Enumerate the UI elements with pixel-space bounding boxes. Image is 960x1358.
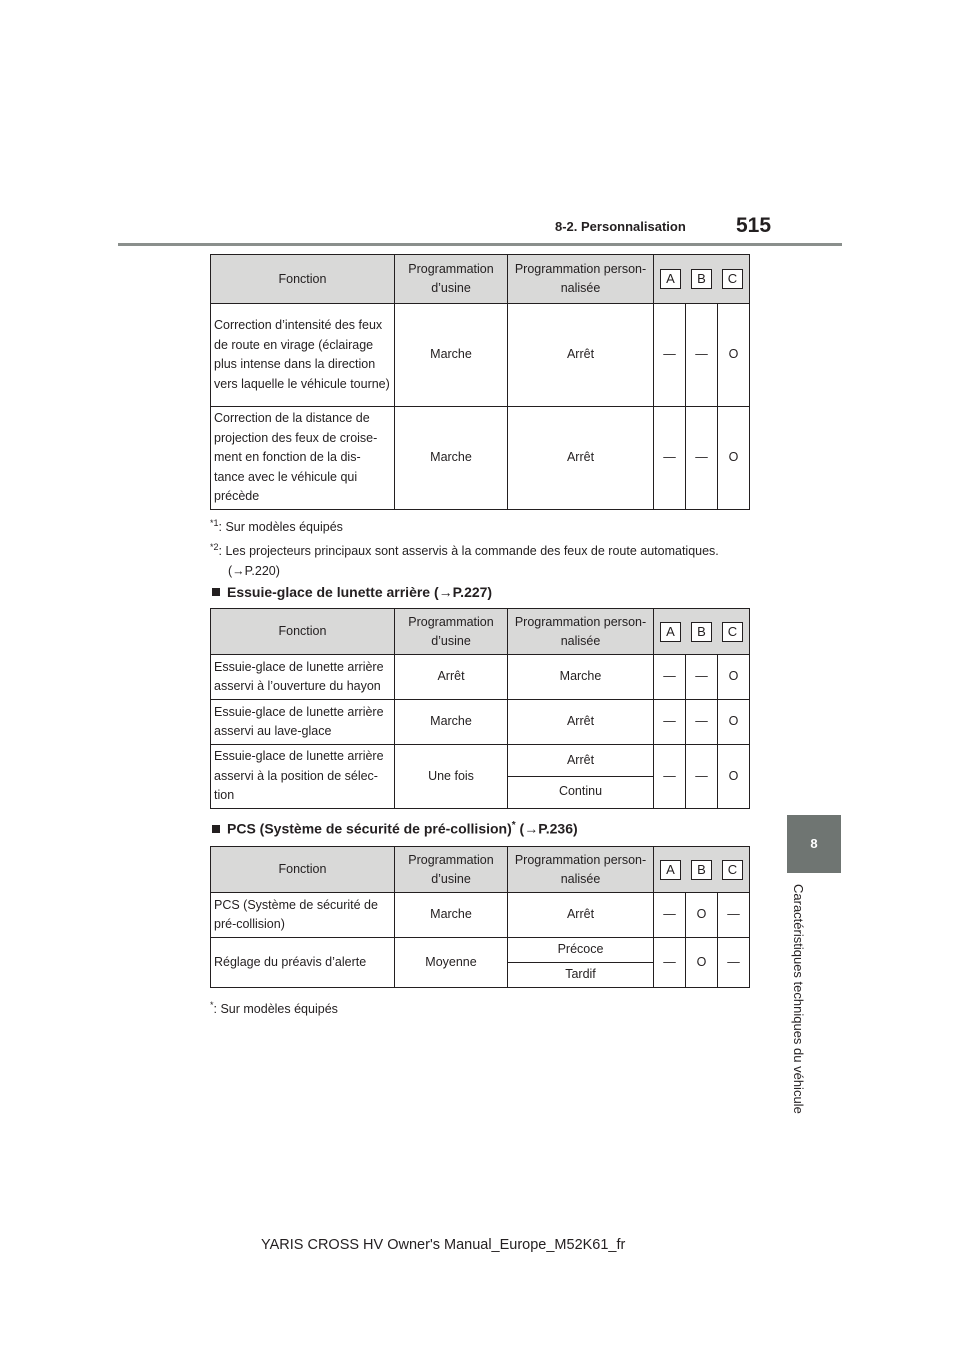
- label-c: C: [722, 860, 743, 880]
- table-row: [211, 655, 750, 700]
- cell-c: O: [718, 655, 750, 700]
- cell-fonction: Correction de la distance de projection des feux de croise-ment en fonction de la dis-tance avec le véhicule qui précède: [211, 407, 395, 510]
- header-fonction: Fonction: [211, 255, 395, 304]
- table-row: [211, 304, 750, 407]
- cell-c: O: [718, 304, 750, 407]
- table-row: [211, 700, 750, 745]
- cell-fonction: Essuie-glace de lunette arrière asservi à l’ouverture du hayon: [211, 655, 395, 700]
- table-header-row: [211, 847, 750, 893]
- cell-fonction: Réglage du préavis d’alerte: [211, 938, 395, 988]
- cell-b: —: [686, 700, 718, 745]
- footnote-2-ref: (→P.220): [228, 564, 280, 579]
- section-rear-wiper-title: Essuie-glace de lunette arrière (→P.227): [227, 584, 493, 600]
- cell-c: —: [718, 893, 750, 938]
- header-divider: [118, 243, 842, 246]
- cell-usine: Marche: [395, 304, 508, 407]
- cell-c: O: [718, 700, 750, 745]
- cell-c: O: [718, 745, 750, 809]
- footnote-star-mark: *: [210, 1000, 214, 1010]
- footnote-1-mark: *1: [210, 518, 219, 528]
- cell-a: —: [654, 893, 686, 938]
- label-b: B: [691, 269, 712, 289]
- cell-perso: Arrêt: [508, 407, 654, 510]
- manual-footer: YARIS CROSS HV Owner's Manual_Europe_M52K61_fr: [261, 1237, 626, 1253]
- cell-fonction: Essuie-glace de lunette arrière asservi à la position de sélec-tion: [211, 745, 395, 809]
- section-header-title: 8-2. Personnalisation: [555, 219, 686, 234]
- cell-perso: Arrêt: [508, 893, 654, 938]
- cell-b: —: [686, 655, 718, 700]
- cell-fonction: PCS (Système de sécurité de pré-collision): [211, 893, 395, 938]
- square-bullet-icon: [212, 825, 220, 833]
- section-pcs-ref: (→P.236): [515, 820, 578, 837]
- label-b: B: [691, 860, 712, 880]
- header-usine: Programmation d’usine: [395, 847, 508, 893]
- chapter-tab: [787, 815, 841, 873]
- cell-b: O: [686, 893, 718, 938]
- customization-table-rear-wiper: [210, 608, 750, 809]
- cell-a: —: [654, 700, 686, 745]
- footnote-2-mark: *2: [210, 542, 219, 552]
- cell-b: —: [686, 304, 718, 407]
- header-perso: Programmation person-nalisée: [508, 609, 654, 655]
- cell-b: —: [686, 745, 718, 809]
- cell-perso-option: Précoce: [508, 938, 654, 963]
- label-a: A: [660, 860, 681, 880]
- cell-perso-option: Tardif: [508, 963, 654, 988]
- label-b: B: [691, 622, 712, 642]
- table-row: [211, 893, 750, 938]
- cell-c: —: [718, 938, 750, 988]
- cell-perso-option: Continu: [508, 776, 654, 808]
- header-fonction: Fonction: [211, 609, 395, 655]
- label-a: A: [660, 269, 681, 289]
- cell-fonction: Essuie-glace de lunette arrière asservi au lave-glace: [211, 700, 395, 745]
- square-bullet-icon: [212, 588, 220, 596]
- header-perso: Programmation person-nalisée: [508, 255, 654, 304]
- cell-a: —: [654, 745, 686, 809]
- customization-table-pcs: [210, 846, 750, 988]
- cell-usine: Marche: [395, 700, 508, 745]
- table-header-row: [211, 255, 750, 304]
- table-row: [211, 745, 750, 777]
- footnote-star: [210, 995, 338, 1019]
- cell-perso-option: Arrêt: [508, 745, 654, 777]
- cell-a: —: [654, 407, 686, 510]
- chapter-title: Caractéristiques techniques du véhicule: [791, 884, 806, 1114]
- section-pcs-title: PCS (Système de sécurité de pré-collision): [227, 820, 512, 837]
- cell-a: —: [654, 655, 686, 700]
- header-abc: [654, 847, 750, 893]
- footnote-1-text: : Sur modèles équipés: [218, 520, 343, 535]
- cell-usine: Marche: [395, 893, 508, 938]
- customization-table-headlights: [210, 254, 750, 510]
- cell-a: —: [654, 304, 686, 407]
- cell-usine: Marche: [395, 407, 508, 510]
- cell-usine: Arrêt: [395, 655, 508, 700]
- cell-b: O: [686, 938, 718, 988]
- section-pcs: [212, 820, 578, 837]
- table-header-row: [211, 609, 750, 655]
- section-pcs-star: *: [511, 820, 516, 831]
- header-fonction: Fonction: [211, 847, 395, 893]
- table-row: [211, 407, 750, 510]
- chapter-number: 8: [810, 836, 818, 851]
- cell-fonction: Correction d’intensité des feux de route en virage (éclairage plus intense dans la direction vers laquelle le véhicule tourne): [211, 304, 395, 407]
- page-number: 515: [736, 214, 772, 237]
- header-abc: [654, 609, 750, 655]
- cell-perso: Marche: [508, 655, 654, 700]
- footnote-2-text: : Les projecteurs principaux sont asservis à la commande des feux de route automatiques.: [218, 544, 719, 559]
- header-perso: Programmation person-nalisée: [508, 847, 654, 893]
- cell-usine: Moyenne: [395, 938, 508, 988]
- label-c: C: [722, 269, 743, 289]
- header-usine: Programmation d’usine: [395, 609, 508, 655]
- cell-usine: Une fois: [395, 745, 508, 809]
- cell-c: O: [718, 407, 750, 510]
- section-rear-wiper: [212, 584, 492, 600]
- table-row: [211, 938, 750, 963]
- cell-b: —: [686, 407, 718, 510]
- header-abc: [654, 255, 750, 304]
- footnote-2: [210, 537, 750, 581]
- footnote-star-text: : Sur modèles équipés: [213, 1002, 338, 1017]
- footnote-1: [210, 513, 343, 537]
- cell-perso: Arrêt: [508, 304, 654, 407]
- header-usine: Programmation d’usine: [395, 255, 508, 304]
- label-c: C: [722, 622, 743, 642]
- cell-a: —: [654, 938, 686, 988]
- cell-perso: Arrêt: [508, 700, 654, 745]
- label-a: A: [660, 622, 681, 642]
